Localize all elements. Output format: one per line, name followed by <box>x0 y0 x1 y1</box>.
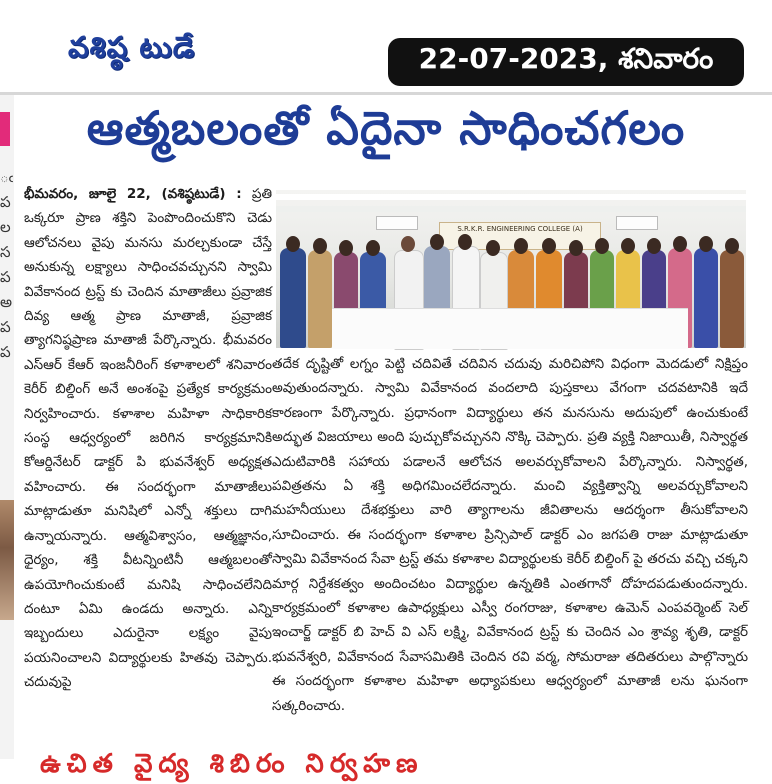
header-divider <box>0 92 772 95</box>
photo-person <box>308 250 332 348</box>
photo-person-head <box>313 238 327 254</box>
adjacent-column-fragments <box>0 165 14 365</box>
ceiling-light <box>276 206 746 212</box>
photo-person-head <box>486 240 500 256</box>
college-banner: S.R.K.R. ENGINEERING COLLEGE (A) <box>439 222 601 250</box>
photo-person-head <box>401 236 415 252</box>
event-photo <box>276 190 746 348</box>
date-banner <box>388 38 744 86</box>
fragment-char: స <box>0 243 11 261</box>
fragment-char: ప <box>0 343 11 361</box>
date-label: 22-07-2023, శనివారం <box>418 42 714 75</box>
adjacent-photo-edge <box>0 500 14 620</box>
stage-table <box>332 308 688 349</box>
left-column-text: ప్రతి ఒక్కరూ ప్రాణ శక్తిని పెంపొందించుకొని చెడు ఆలోచనలు వైపు మనసు మరల్చకుండా చేస్తే అనుకున్న లక్ష్యాలు సాధించవచ్చునని స్వామి వివేకానంద ట్రస్ట్ కు చెందిన మాతాజీలు ప్రవ్రాజిక దివ్య ఆత్మ ప్రాణ మాతాజీ, ప్రవ్రాజిక త్యాగనిష్ఠప్రాణ మాతాజీ పేర్కొన్నారు. భీమవరం ఎస్ఆర్ కేఆర్ ఇంజనీరింగ్ కళాశాలలో శనివారం కెరీర్ బిల్డింగ్ అనే అంశంపై ప్రత్యేక కార్యక్రమం నిర్వహించారు. కళాశాల మహిళా సాధికారిక సంస్థ ఆధ్వర్యంలో జరిగిన కార్యక్రమానికి కోఆర్డినేటర్ డాక్టర్ పి భువనేశ్వర్ అధ్యక్షత వహించారు. ఈ సందర్భంగా మాతాజీలు మాట్లాడుతూ మనిషిలో ఎన్నో శక్తులు దాగి ఉన్నాయన్నారు. ఆత్మవిశ్వాసం, ఆత్మజ్ఞానం, ధైర్యం, శక్తి వీటన్నింటినీ ఆత్మబలంతో ఉపయోగించుకుంటే మనిషి సాధించలేనిది దంటూ ఏమి ఉండదు అన్నారు. ఎన్ని ఇబ్బందులు ఎదురైనా లక్ష్యం వైపు పయనించాలని విద్యార్థులకు హితవు చెప్పారు. చదువుపై <box>24 186 272 691</box>
ceiling-light <box>276 194 746 200</box>
wall-ac-unit <box>616 216 658 230</box>
photo-person-head <box>725 238 739 254</box>
wall-ac-unit <box>376 216 418 230</box>
article-headline: ఆత్మబలంతో ఏదైనా సాధించగలం <box>86 101 686 155</box>
photo-person-head <box>286 236 300 252</box>
next-article-headline-fragment: ఉచిత వైద్య శిబిరం నిర్వహణ <box>40 749 424 779</box>
fragment-char: ప <box>0 193 11 211</box>
photo-person-head <box>595 238 609 254</box>
fragment-char: ల <box>0 218 11 236</box>
article-left-column <box>24 182 272 742</box>
fragment-char: ప <box>0 268 11 286</box>
photo-person-head <box>366 240 380 256</box>
photo-person-head <box>430 234 444 250</box>
photo-person-head <box>699 236 713 252</box>
photo-person <box>720 250 744 348</box>
article-dateline: భీమవరం, జూలై 22, (వశిష్ఠటుడే) : <box>24 186 242 202</box>
fragment-char: ప <box>0 318 11 336</box>
fragment-char: ఁ <box>0 168 14 186</box>
photo-person <box>694 248 718 348</box>
article-right-column <box>272 352 748 752</box>
newspaper-masthead: వశిష్ఠ టుడే <box>68 30 196 64</box>
photo-person-head <box>339 240 353 256</box>
photo-person-head <box>569 240 583 256</box>
fragment-char: అ <box>0 293 13 311</box>
photo-person-head <box>647 238 661 254</box>
adjacent-headline-mark <box>0 112 10 146</box>
photo-person-head <box>673 236 687 252</box>
photo-person-head <box>458 234 472 250</box>
right-column-text: తదేక దృష్టితో లగ్నం పెట్టి చదివితే చదివిన చదువు మరిచిపోని విధంగా మెదడులో నిక్షిప్తం అవుతుందన్నారు. స్వామి వివేకానంద వందలాది పుస్తకాలు వేగంగా చదవటానికి ఇదే కారణంగా పేర్కొన్నారు. ప్రధానంగా విద్యార్థులు తన మనసును అదుపులో ఉంచుకుంటే అద్భుత విజయాలు అంది పుచ్చుకోవచ్చునని నొక్కి చెప్పారు. ప్రతి వ్యక్తి నిజాయితీ, నిస్వార్థత ఎదుటివారికి సహాయ పడాలనే ఆలోచన అలవర్చుకోవాలని పేర్కొన్నారు. నిస్వార్థత, పవిత్రతను ఏ శక్తి అధిగమించలేదన్నారు. మంచి వ్యక్తిత్వాన్ని అలవర్చుకోవాలని మహనీయులు దేశభక్తులు వారి త్యాగాలను జీవితాలను ఆదర్శంగా తీసుకోవాలని సూచించారు. ఈ సందర్భంగా కళాశాల ప్రిన్సిపాల్ డాక్టర్ ఎం జగపతి రాజు మాట్లాడుతూ స్వామి వివేకానంద సేవా ట్రస్ట్ తమ కళాశాల విద్యార్థులకు కెరీర్ బిల్డింగ్ పై తరచు వచ్చి చక్కని మార్గ నిర్దేశకత్వం అందించటం విద్యార్థుల ఉన్నతికి ఎంతగానో దోహదపడుతుందన్నారు. కార్యక్రమంలో కళాశాల ఉపాధ్యక్షులు ఎస్వీ రంగరాజు, కళాశాల ఉమెన్ ఎంపవర్మెంట్ సెల్ ఇంచార్జ్ డాక్టర్ బి హెచ్ వి ఎస్ లక్ష్మి, వివేకానంద ట్రస్ట్ కు చెందిన ఎం శ్రావ్య శృతి, డాక్టర్ భువనేశ్వరి, వివేకానంద సేవాసమితికి చెందిన రవి వర్మ, సోమరాజు తదితరులు పాల్గొన్నారు ఈ సందర్భంగా కళాశాల మహిళా అధ్యాపకులు ఆధ్వర్యంలో మాతాజీ లను ఘనంగా సత్కరించారు. <box>272 356 748 714</box>
photo-person-head <box>621 238 635 254</box>
photo-person-head <box>514 238 528 254</box>
photo-person-head <box>542 238 556 254</box>
photo-person <box>280 248 306 348</box>
